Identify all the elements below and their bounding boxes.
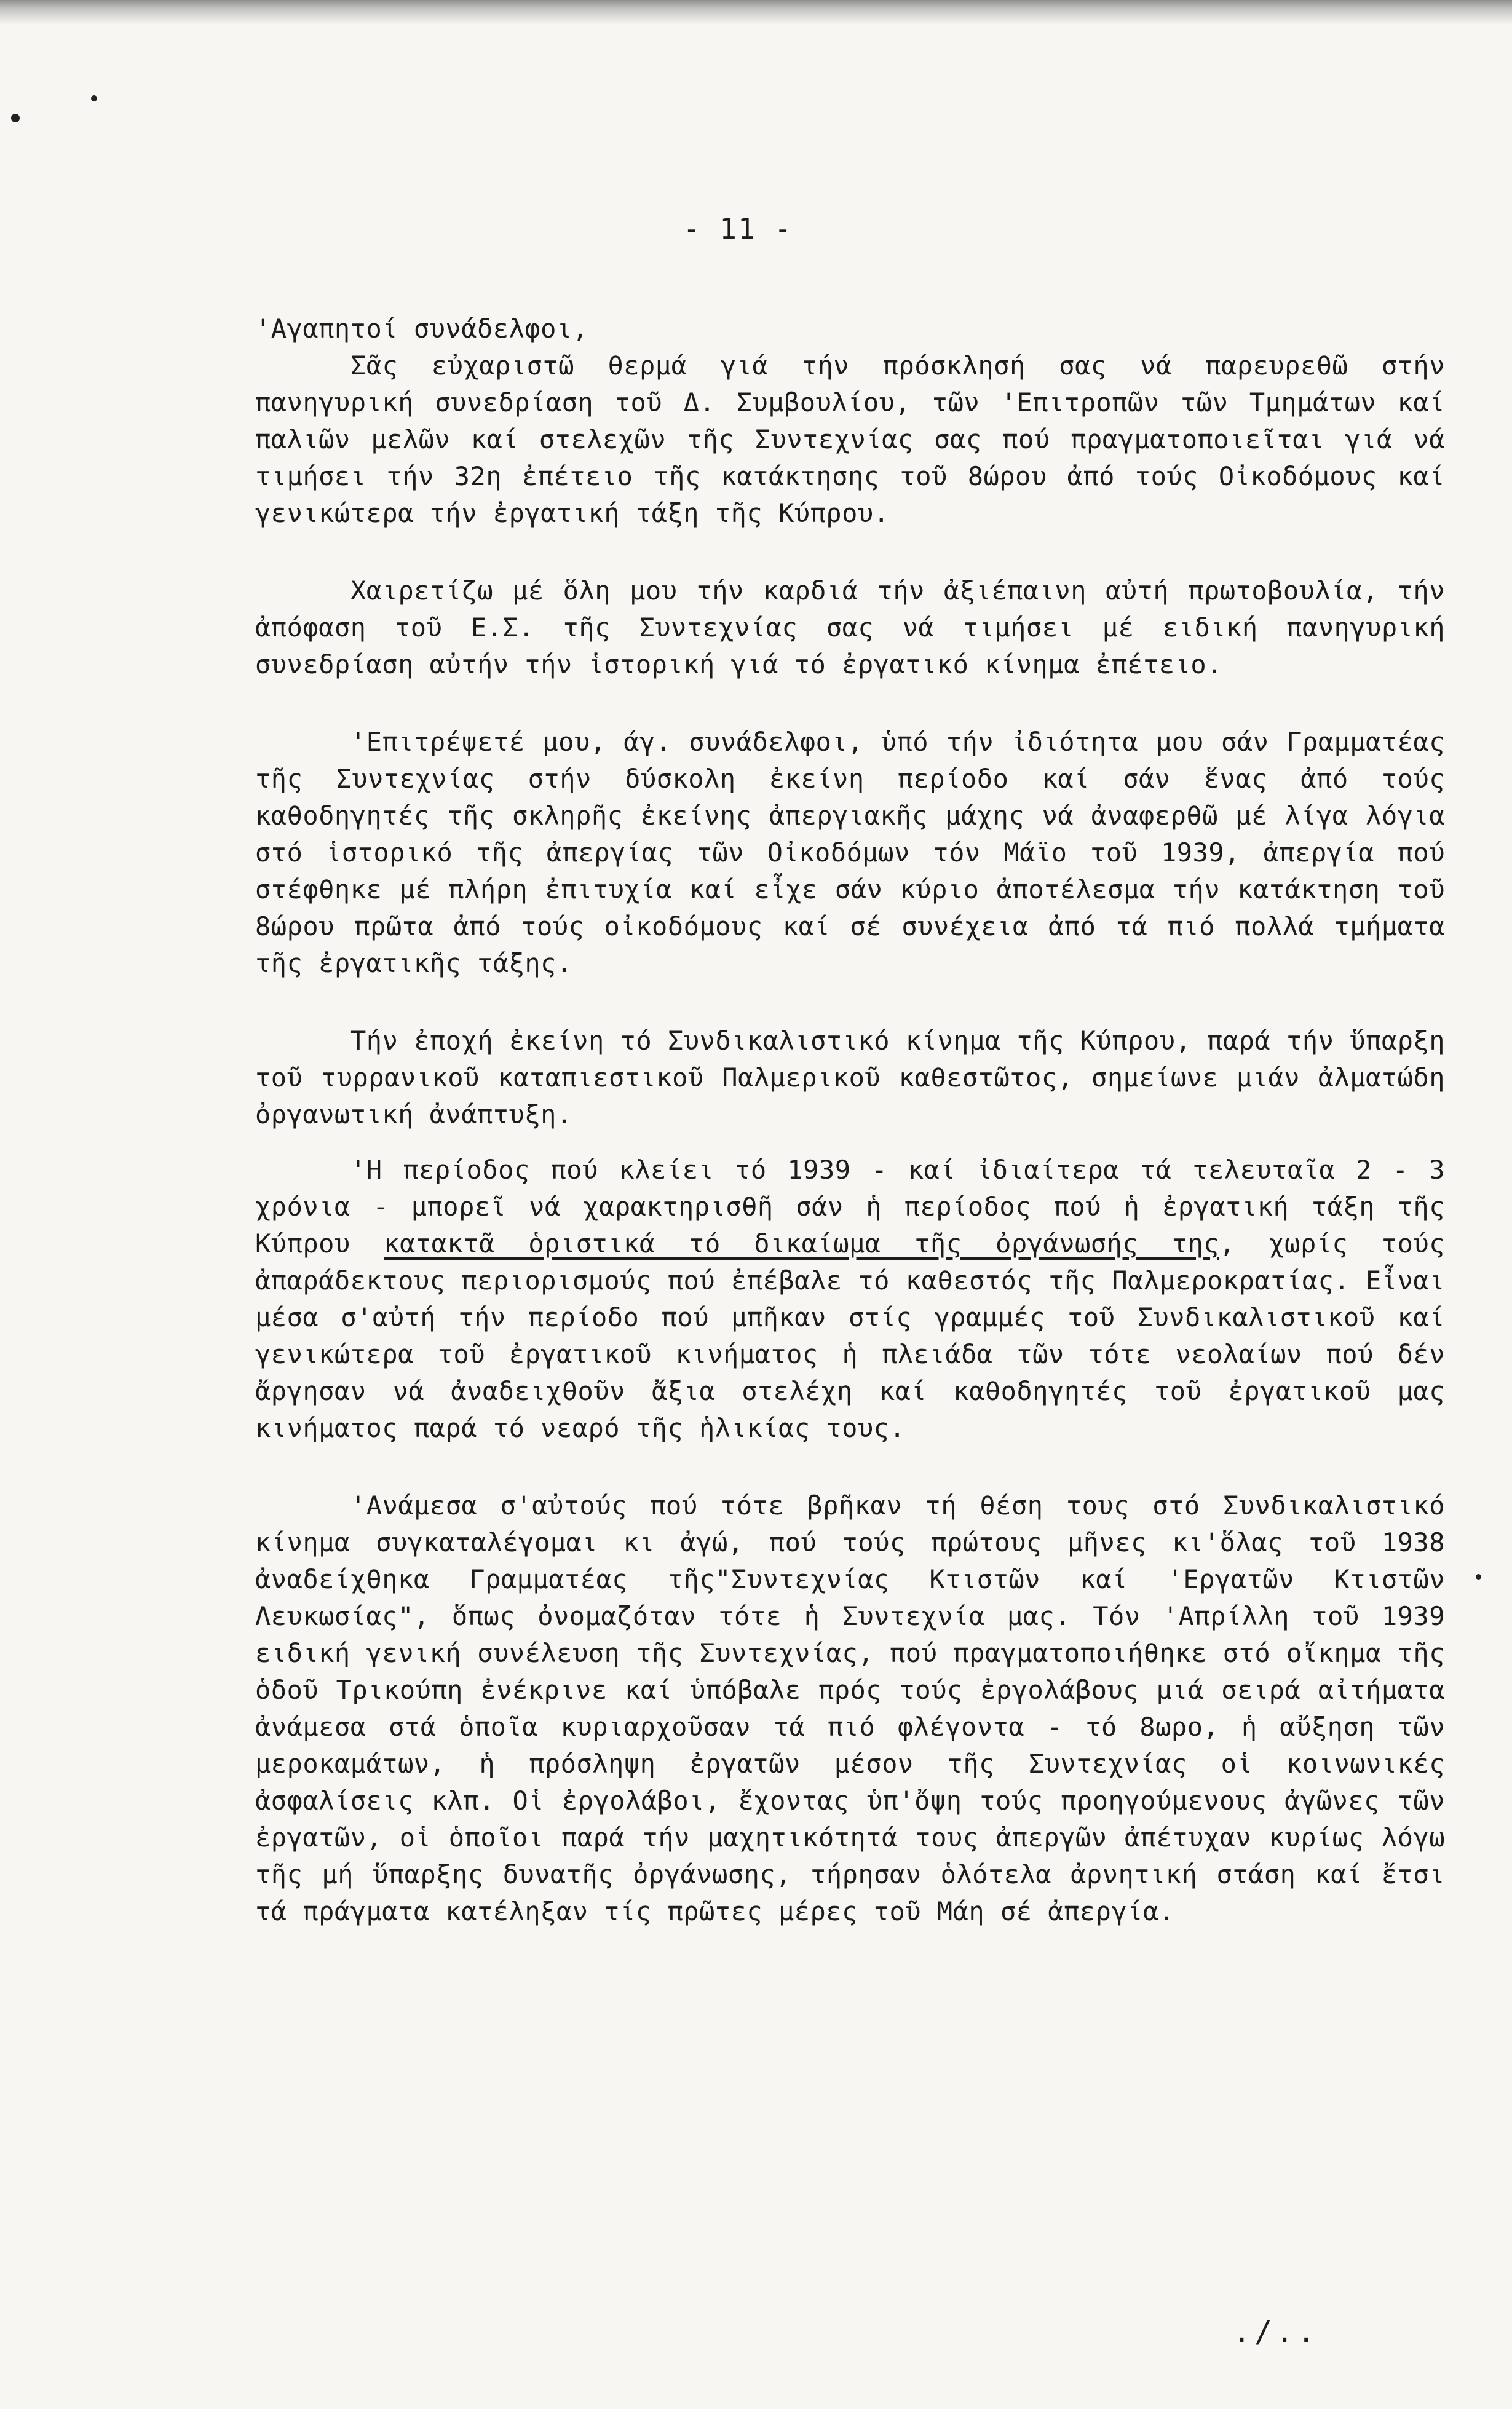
scan-speck [1476,1574,1481,1580]
paragraph-3: 'Επιτρέψετέ μου, άγ. συνάδελφοι, ὑπό τήν ἰδιότητα μου σάν Γραμματέας τῆς Συντεχνίας στήν δύσκολη ἐκείνη περίοδο καί σάν ἕνας ἀπό τούς καθοδηγητές τῆς σκληρῆς ἐκείνης ἀπεργιακῆς μάχης νά ἀναφερθῶ μέ λίγα λόγια στό ἱστορικό τῆς ἀπεργίας τῶν Οἰκοδόμων τόν Μάϊο τοῦ 1939, ἀπεργία πού στέφθηκε μέ πλήρη ἐπιτυχία καί εἶχε σάν κύριο ἀποτέλεσμα τήν κατάκτηση τοῦ 8ώρου πρῶτα ἀπό τούς οἰκοδόμους καί σέ συνέχεια ἀπό τά πιό πολλά τμήματα τῆς ἐργατικῆς τάξης. [255,727,1445,978]
paragraph-5-text-after: , χωρίς τούς ἀπαράδεκτους περιορισμούς πού ἐπέβαλε τό καθεστός τῆς Παλμεροκρατίας. Εἶναι μέσα σ'αὐτή τήν περίοδο πού μπῆκαν στίς γραμμές τοῦ Συνδικαλιστικοῦ καί γενικώτερα τοῦ ἐργατικοῦ κινήματος ἡ πλειάδα τῶν τότε νεολαίων πού δέν ἄργησαν νά ἀναδειχθοῦν ἄξια στελέχη καί καθοδηγητές τοῦ ἐργατικοῦ μας κινήματος παρά τό νεαρό τῆς ἡλικίας τους. [255,1228,1445,1443]
salutation: 'Αγαπητοί συνάδελφοι, [255,314,588,344]
scan-speck [91,95,97,101]
paragraph-1: Σᾶς εὐχαριστῶ θερμά γιά τήν πρόσκλησή σας νά παρευρεθῶ στήν πανηγυρική συνεδρίαση τοῦ Δ. Συμβουλίου, τῶν 'Επιτροπῶν τῶν Τμημάτων καί παλιῶν μελῶν καί στελεχῶν τῆς Συντεχνίας σας πού πραγματοποιεῖται γιά νά τιμήσει τήν 32η ἐπέτειο τῆς κατάκτησης τοῦ 8ώρου ἀπό τούς Οἰκοδόμους καί γενικώτερα τήν ἐργατική τάξη τῆς Κύπρου. [255,350,1445,528]
paragraph-4: Τήν ἐποχή ἐκείνη τό Συνδικαλιστικό κίνημα τῆς Κύπρου, παρά τήν ὕπαρξη τοῦ τυρρανικοῦ καταπιεστικοῦ Παλμερικοῦ καθεστῶτος, σημείωνε μιάν ἀλματώδη ὀργανωτική ἀνάπτυξη. [255,1026,1445,1129]
letter-body [255,311,1445,1971]
continuation-mark: ./.. [1233,2315,1319,2349]
paragraph-5-text-before: 'Η περίοδος πού κλείει τό 1939 - καί ἰδιαίτερα τά τελευταῖα 2 - 3 χρόνια - μπορεῖ νά χαρακτηρισθῆ σάν ἡ περίοδος πού ἡ ἐργατική τάξη τῆς Κύπρου [255,1155,1445,1259]
paragraph-2: Χαιρετίζω μέ ὅλη μου τήν καρδιά τήν ἀξιέπαινη αὐτή πρωτοβουλία, τήν ἀπόφαση τοῦ Ε.Σ. τῆς Συντεχνίας σας νά τιμήσει μέ ειδική πανηγυρική συνεδρίαση αὐτήν τήν ἱστορική γιά τό ἐργατικό κίνημα ἐπέτειο. [255,576,1445,679]
scan-speck [11,114,20,122]
paragraph-5 [255,1152,1445,1447]
scan-edge-shadow [0,0,1512,25]
page-number: - 11 - [683,212,793,245]
underlined-phrase: κατακτᾶ ὁριστικά τό δικαίωμα τῆς ὀργάνωσής της [384,1228,1220,1259]
paragraph-6: 'Ανάμεσα σ'αὐτούς πού τότε βρῆκαν τή θέση τους στό Συνδικαλιστικό κίνημα συγκαταλέγομαι κι ἀγώ, πού τούς πρώτους μῆνες κι'ὅλας τοῦ 1938 ἀναδείχθηκα Γραμματέας τῆς"Συντεχνίας Κτιστῶν καί 'Εργατῶν Κτιστῶν Λευκωσίας", ὅπως ὀνομαζόταν τότε ἡ Συντεχνία μας. Τόν 'Απρίλλη τοῦ 1939 ειδική γενική συνέλευση τῆς Συντεχνίας, πού πραγματοποιήθηκε στό οἴκημα τῆς ὁδοῦ Τρικούπη ἐνέκρινε καί ὑπόβαλε πρός τούς ἐργολάβους μιά σειρά αἰτήματα ἀνάμεσα στά ὁποῖα κυριαρχοῦσαν τά πιό φλέγοντα - τό 8ωρο, ἡ αὔξηση τῶν μεροκαμάτων, ἡ πρόσληψη ἐργατῶν μέσον τῆς Συντεχνίας οἱ κοινωνικές ἀσφαλίσεις κλπ. Οἱ ἐργολάβοι, ἔχοντας ὑπ'ὄψη τούς προηγούμενους ἀγῶνες τῶν ἐργατῶν, οἱ ὁποῖοι παρά τήν μαχητικότητά τους ἀπεργῶν ἀπέτυχαν κυρίως λόγω τῆς μή ὕπαρξης δυνατῆς ὀργάνωσης, τήρησαν ὁλότελα ἀρνητική στάση καί ἔτσι τά πράγματα κατέληξαν τίς πρῶτες μέρες τοῦ Μάη σέ ἀπεργία. [255,1490,1445,1926]
